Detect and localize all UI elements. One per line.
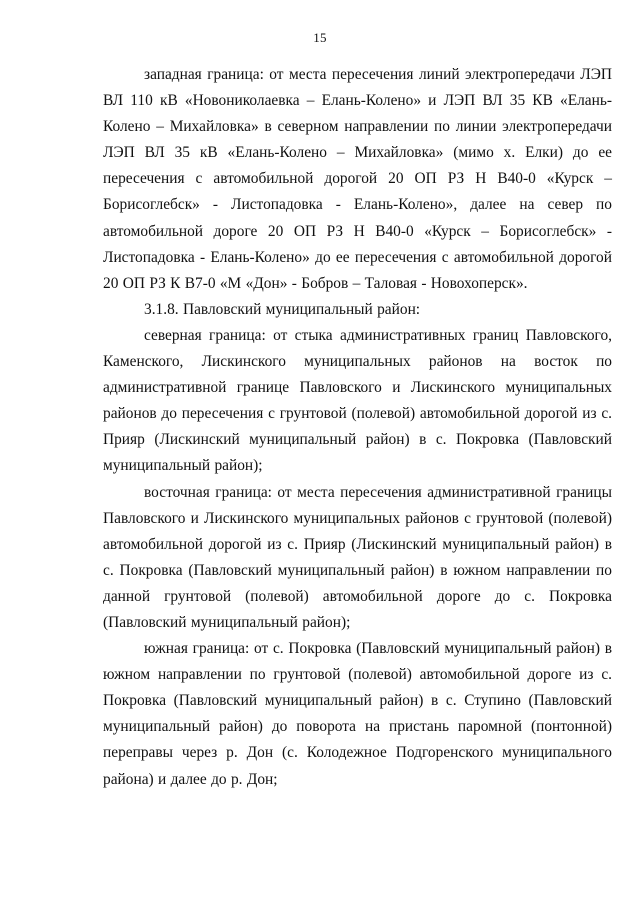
paragraph-eastern-border: восточная граница: от места пересечения административной границы Павловского и Лискинского муниципальных районов с грунтовой (полевой) автомобильной дорогой из с. Прияр (Лискинский муниципальный район) в с. Покровка (Павловский муниципальный район) в южном направлении по данной грунтовой (полевой) автомобильной дороге до с. Покровка (Павловский муниципальный район); [103, 483, 612, 631]
section-heading-pavlovsky-district: 3.1.8. Павловский муниципальный район: [144, 300, 421, 318]
paragraph-northern-border: северная граница: от стыка административных границ Павловского, Каменского, Лискинского муниципальных районов на восток по административной границе Павловского и Лискинского муниципальных районов до пересечения с грунтовой (полевой) автомобильной дорогой из с. Прияр (Лискинский муниципальный район) в с. Покровка (Павловский муниципальный район); [103, 326, 612, 475]
paragraph-southern-border: южная граница: от с. Покровка (Павловский муниципальный район) в южном направлении по грунтовой (полевой) автомобильной дороге из с. Покровка (Павловский муниципальный район) в с. Ступино (Павловский муниципальный район) до поворота на пристань паромной (понтонной) переправы через р. Дон (с. Колодежное Подгоренского муниципального района) и далее до р. Дон; [103, 640, 612, 788]
page-number: 15 [313, 30, 327, 45]
document-body [103, 62, 612, 793]
paragraph-western-border: западная граница: от места пересечения линий электропередачи ЛЭП ВЛ 110 кВ «Новониколаевка – Елань-Колено» и ЛЭП ВЛ 35 КВ «Елань-Колено – Михайловка» в северном направлении по линии электропередачи ЛЭП ВЛ 35 кВ «Елань-Колено – Михайловка» (мимо х. Елки) до ее пересечения с автомобильной дорогой 20 ОП РЗ Н В40-0 «Курск – Борисоглебск» - Листопадовка - Елань-Колено», далее на север по автомобильной дороге 20 ОП РЗ Н В40-0 «Курск – Борисоглебск» - Листопадовка - Елань-Колено» до ее пересечения с автомобильной дорогой 20 ОП РЗ К В7-0 «М «Дон» - Бобров – Таловая - Новохоперск». [103, 66, 612, 292]
